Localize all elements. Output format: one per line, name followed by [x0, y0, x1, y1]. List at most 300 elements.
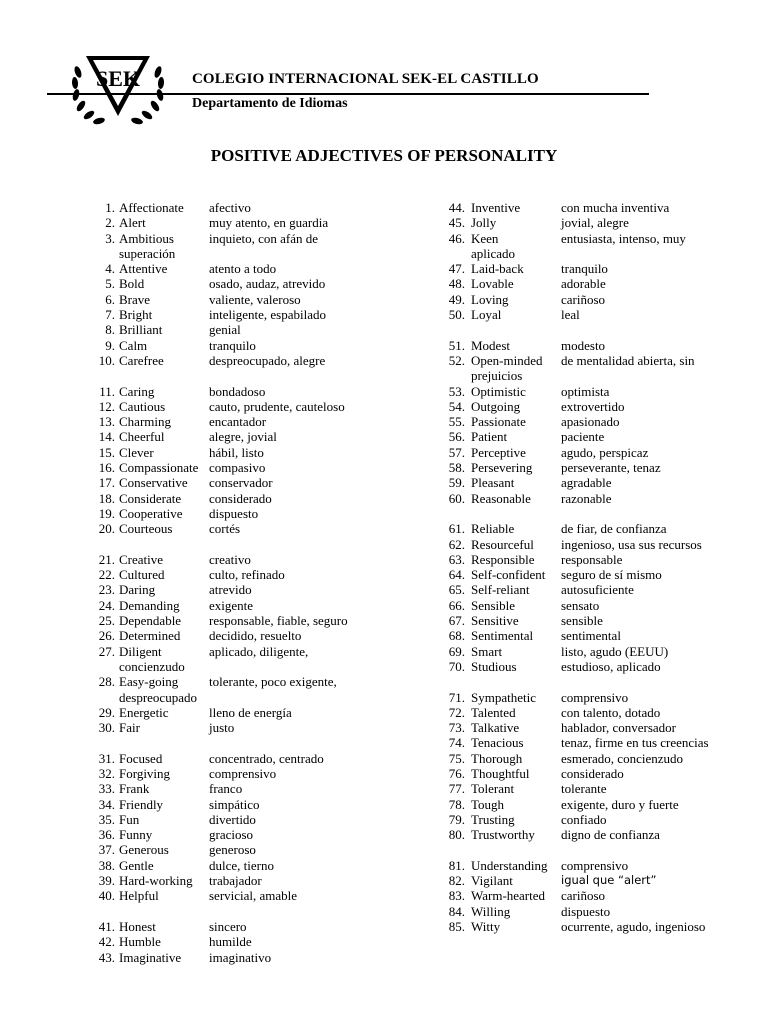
english-adjective: Bold: [119, 276, 145, 292]
spanish-translation: adorable: [561, 276, 606, 292]
vocabulary-entry: [443, 659, 753, 674]
entry-number: 63.: [448, 551, 465, 567]
vocabulary-entry: [93, 429, 423, 444]
english-adjective: Witty: [471, 918, 501, 934]
english-adjective: Gentle: [119, 857, 154, 873]
spanish-translation: genial: [209, 322, 241, 338]
spanish-translation: creativo: [209, 551, 251, 567]
school-logo: [66, 50, 170, 128]
english-adjective: Attentive: [119, 261, 168, 277]
entry-number: 7.: [105, 307, 115, 323]
spanish-translation: de mentalidad abierta, sin: [561, 352, 695, 368]
english-adjective: Fair: [119, 720, 140, 736]
vocabulary-entry: [93, 445, 423, 460]
entry-number: 9.: [105, 337, 115, 353]
entry-number: 21.: [98, 551, 115, 567]
entry-number: 22.: [98, 567, 115, 583]
spanish-translation: divertido: [209, 811, 256, 827]
entry-number: 73.: [448, 720, 465, 736]
english-adjective: Optimistic: [471, 383, 526, 399]
english-adjective: Open-minded: [471, 352, 543, 368]
entry-number: 84.: [448, 903, 465, 919]
english-adjective: Trustworthy: [471, 827, 535, 843]
spanish-translation: autosuficiente: [561, 582, 634, 598]
english-adjective: Thoughtful: [471, 765, 530, 781]
spanish-translation: trabajador: [209, 873, 262, 889]
vocabulary-entry: [93, 582, 423, 597]
vocabulary-entry: [443, 276, 753, 291]
entry-number: 48.: [448, 276, 465, 292]
spanish-translation: humilde: [209, 934, 252, 950]
spanish-translation: estudioso, aplicado: [561, 658, 661, 674]
entry-number: 78.: [448, 796, 465, 812]
vocabulary-entry: [93, 353, 423, 368]
spanish-translation: responsable: [561, 551, 623, 567]
spanish-translation: extrovertido: [561, 398, 625, 414]
vocabulary-entry: [443, 200, 753, 215]
english-adjective: Laid-back: [471, 261, 524, 277]
spanish-translation: exigente, duro y fuerte: [561, 796, 679, 812]
entry-number: 10.: [98, 352, 115, 368]
entry-number: 71.: [448, 689, 465, 705]
english-adjective: Thorough: [471, 750, 523, 766]
english-adjective: Considerate: [119, 490, 182, 506]
english-adjective: Humble: [119, 934, 161, 950]
entry-number: 82.: [448, 873, 465, 889]
english-adjective: Trusting: [471, 811, 515, 827]
vocabulary-entry: [443, 460, 753, 475]
english-adjective: Charming: [119, 414, 171, 430]
entry-number: 67.: [448, 613, 465, 629]
entry-number: 74.: [448, 735, 465, 751]
spanish-translation: listo, agudo (EEUU): [561, 643, 669, 659]
vocabulary-entry: [443, 705, 753, 720]
entry-number: 68.: [448, 628, 465, 644]
entry-number: 52.: [448, 352, 465, 368]
vocabulary-entry: [93, 521, 423, 536]
entry-number: 80.: [448, 827, 465, 843]
vocabulary-entry: [93, 567, 423, 582]
spanish-translation: responsable, fiable, seguro: [209, 613, 348, 629]
spanish-translation: franco: [209, 781, 243, 797]
vocabulary-entry: [93, 231, 423, 262]
vocabulary-entry: [443, 399, 753, 414]
entry-number: 61.: [448, 521, 465, 537]
entry-number: 53.: [448, 383, 465, 399]
entry-number: 76.: [448, 765, 465, 781]
vocabulary-entry: [93, 552, 423, 567]
entry-number: 8.: [105, 322, 115, 338]
spanish-translation: bondadoso: [209, 383, 266, 399]
entry-number: 41.: [98, 918, 115, 934]
spanish-translation: leal: [561, 307, 580, 323]
vocabulary-entry: [93, 873, 423, 888]
vocabulary-entry: [93, 414, 423, 429]
vocabulary-entry: [443, 858, 753, 873]
spanish-translation: exigente: [209, 597, 254, 613]
english-adjective: Affectionate: [119, 200, 184, 215]
english-adjective: Reasonable: [471, 490, 531, 506]
entry-number: 66.: [448, 597, 465, 613]
entry-number: 29.: [98, 704, 115, 720]
spanish-translation: cariñoso: [561, 888, 606, 904]
english-adjective: Jolly: [471, 215, 497, 231]
entry-number: 17.: [98, 475, 115, 491]
vocabulary-entry: [93, 200, 423, 215]
spanish-translation: inquieto, con afán de: [209, 230, 319, 246]
vocabulary-entry: [443, 919, 753, 934]
vocabulary-entry: [443, 720, 753, 735]
vocabulary-entry: [443, 827, 753, 842]
english-adjective: Pleasant: [471, 475, 515, 491]
spanish-translation: imaginativo: [209, 949, 272, 965]
spanish-translation: paciente: [561, 429, 605, 445]
english-adjective: Fun: [119, 811, 140, 827]
spanish-translation: ingenioso, usa sus recursos: [561, 536, 702, 552]
spanish-translation-continuation: aplicado: [471, 245, 516, 261]
english-adjective: Brilliant: [119, 322, 163, 338]
spanish-translation: atento a todo: [209, 261, 277, 277]
english-adjective: Smart: [471, 643, 503, 659]
spanish-translation: considerado: [209, 490, 272, 506]
entry-number: 72.: [448, 704, 465, 720]
spanish-translation: comprensivo: [561, 689, 629, 705]
spanish-translation: atrevido: [209, 582, 252, 598]
vocabulary-entry: [93, 720, 423, 735]
vocabulary-entry: [443, 414, 753, 429]
vocabulary-entry: [443, 751, 753, 766]
english-adjective: Imaginative: [119, 949, 182, 965]
english-adjective: Perceptive: [471, 444, 526, 460]
english-adjective: Outgoing: [471, 398, 521, 414]
english-adjective: Daring: [119, 582, 156, 598]
english-adjective: Cultured: [119, 567, 165, 583]
english-adjective: Sensible: [471, 597, 516, 613]
entry-number: 27.: [98, 643, 115, 659]
spanish-translation: hábil, listo: [209, 444, 264, 460]
spanish-translation: aplicado, diligente,: [209, 643, 309, 659]
spanish-translation: perseverante, tenaz: [561, 460, 661, 476]
english-adjective: Responsible: [471, 551, 535, 567]
vocabulary-entry: [443, 613, 753, 628]
entry-number: 4.: [105, 261, 115, 277]
entry-number: 85.: [448, 918, 465, 934]
vocabulary-entry: [93, 215, 423, 230]
entry-number: 3.: [105, 230, 115, 246]
entry-number: 39.: [98, 873, 115, 889]
english-adjective: Calm: [119, 337, 148, 353]
spanish-translation: sensato: [561, 597, 600, 613]
spanish-translation: comprensivo: [209, 765, 277, 781]
spanish-translation: agradable: [561, 475, 612, 491]
vocabulary-entry: [443, 766, 753, 781]
spanish-translation: igual que “alert”: [561, 873, 657, 888]
entry-number: 56.: [448, 429, 465, 445]
spanish-translation: afectivo: [209, 200, 251, 215]
english-adjective: Ambitious: [119, 230, 174, 246]
entry-number: 65.: [448, 582, 465, 598]
english-adjective: Sympathetic: [471, 689, 536, 705]
vocabulary-entry: [443, 521, 753, 536]
english-adjective: Talkative: [471, 720, 520, 736]
spanish-translation: sincero: [209, 918, 247, 934]
entry-number: 25.: [98, 613, 115, 629]
svg-text:SEK: SEK: [95, 66, 141, 91]
entry-number: 79.: [448, 811, 465, 827]
entry-number: 62.: [448, 536, 465, 552]
english-adjective: Demanding: [119, 597, 180, 613]
english-adjective: Vigilant: [471, 873, 513, 889]
entry-number: 54.: [448, 398, 465, 414]
entry-number: 81.: [448, 857, 465, 873]
spanish-translation: hablador, conversador: [561, 720, 676, 736]
vocabulary-entry: [93, 827, 423, 842]
department-name: Departamento de Idiomas: [192, 96, 348, 111]
english-adjective: Honest: [119, 918, 156, 934]
english-adjective: Frank: [119, 781, 150, 797]
entry-number: 30.: [98, 720, 115, 736]
vocabulary-entry: [93, 384, 423, 399]
vocabulary-entry: [443, 445, 753, 460]
entry-number: 47.: [448, 261, 465, 277]
vocabulary-entry: [93, 628, 423, 643]
entry-number: 42.: [98, 934, 115, 950]
vocabulary-entry: [443, 567, 753, 582]
vocabulary-entry: [93, 338, 423, 353]
vocabulary-entry: [443, 628, 753, 643]
entry-number: 77.: [448, 781, 465, 797]
spanish-translation: tenaz, firme en tus creencias: [561, 735, 709, 751]
entry-number: 5.: [105, 276, 115, 292]
english-adjective: Tenacious: [471, 735, 524, 751]
entry-number: 75.: [448, 750, 465, 766]
english-adjective: Compassionate: [119, 460, 199, 476]
spanish-translation: digno de confianza: [561, 827, 660, 843]
vocabulary-entry: [93, 613, 423, 628]
vocabulary-entry: [93, 307, 423, 322]
vocabulary-entry: [443, 888, 753, 903]
spanish-translation: optimista: [561, 383, 610, 399]
entry-number: 59.: [448, 475, 465, 491]
entry-number: 36.: [98, 827, 115, 843]
vocabulary-entry: [443, 353, 753, 384]
spanish-translation: despreocupado, alegre: [209, 352, 326, 368]
english-adjective: Forgiving: [119, 765, 171, 781]
vocabulary-entry: [443, 429, 753, 444]
entry-number: 28.: [98, 674, 115, 690]
entry-number: 58.: [448, 460, 465, 476]
spanish-translation: cortés: [209, 521, 241, 537]
english-adjective: Creative: [119, 551, 164, 567]
entry-number: 83.: [448, 888, 465, 904]
entry-number: 23.: [98, 582, 115, 598]
english-adjective: Self-confident: [471, 567, 546, 583]
spanish-translation: conservador: [209, 475, 273, 491]
spanish-translation: con mucha inventiva: [561, 200, 670, 215]
spanish-translation: tolerante: [561, 781, 607, 797]
english-adjective: Loyal: [471, 307, 502, 323]
header-divider: [47, 93, 649, 95]
entry-number: 11.: [99, 383, 115, 399]
entry-number: 19.: [98, 505, 115, 521]
entry-number: 57.: [448, 444, 465, 460]
vocabulary-entry: [93, 475, 423, 490]
vocabulary-entry: [443, 598, 753, 613]
spanish-translation-continuation: concienzudo: [119, 658, 185, 674]
english-adjective: Tolerant: [471, 781, 515, 797]
vocabulary-entry: [93, 705, 423, 720]
english-adjective: Carefree: [119, 352, 164, 368]
english-adjective: Lovable: [471, 276, 514, 292]
spanish-translation: servicial, amable: [209, 888, 298, 904]
entry-number: 50.: [448, 307, 465, 323]
spanish-translation: modesto: [561, 337, 606, 353]
entry-number: 64.: [448, 567, 465, 583]
entry-number: 55.: [448, 414, 465, 430]
spanish-translation: ocurrente, agudo, ingenioso: [561, 918, 706, 934]
english-adjective: Cooperative: [119, 505, 183, 521]
spanish-translation: tolerante, poco exigente,: [209, 674, 337, 690]
spanish-translation-continuation: superación: [119, 245, 176, 261]
english-adjective: Willing: [471, 903, 511, 919]
vocabulary-entry: [93, 842, 423, 857]
entry-number: 45.: [448, 215, 465, 231]
spanish-translation: agudo, perspicaz: [561, 444, 649, 460]
spanish-translation: cauto, prudente, cauteloso: [209, 398, 345, 414]
english-adjective: Inventive: [471, 200, 521, 215]
entry-number: 40.: [98, 888, 115, 904]
vocabulary-entry: [443, 384, 753, 399]
entry-number: 46.: [448, 230, 465, 246]
english-adjective: Courteous: [119, 521, 173, 537]
english-adjective: Dependable: [119, 613, 182, 629]
vocabulary-entry: [93, 888, 423, 903]
spanish-translation: jovial, alegre: [561, 215, 629, 231]
entry-number: 16.: [98, 460, 115, 476]
entry-number: 60.: [448, 490, 465, 506]
spanish-translation: apasionado: [561, 414, 620, 430]
spanish-translation: dispuesto: [561, 903, 611, 919]
english-adjective: Sentimental: [471, 628, 534, 644]
vocabulary-entry: [443, 338, 753, 353]
spanish-translation: simpático: [209, 796, 260, 812]
english-adjective: Friendly: [119, 796, 164, 812]
spanish-translation: entusiasta, intenso, muy: [561, 230, 686, 246]
spanish-translation: alegre, jovial: [209, 429, 277, 445]
english-adjective: Determined: [119, 628, 181, 644]
vocabulary-entry: [93, 322, 423, 337]
vocabulary-column-right: [443, 200, 753, 934]
english-adjective: Resourceful: [471, 536, 534, 552]
entry-number: 33.: [98, 781, 115, 797]
spanish-translation: culto, refinado: [209, 567, 285, 583]
vocabulary-entry: [93, 950, 423, 965]
english-adjective: Tough: [471, 796, 505, 812]
english-adjective: Loving: [471, 291, 509, 307]
vocabulary-entry: [93, 934, 423, 949]
english-adjective: Persevering: [471, 460, 533, 476]
document-title: POSITIVE ADJECTIVES OF PERSONALITY: [210, 146, 558, 165]
vocabulary-entry: [443, 781, 753, 796]
entry-number: 13.: [98, 414, 115, 430]
spanish-translation: osado, audaz, atrevido: [209, 276, 326, 292]
spanish-translation: compasivo: [209, 460, 266, 476]
entry-number: 37.: [98, 842, 115, 858]
vocabulary-entry: [443, 231, 753, 262]
entry-number: 15.: [98, 444, 115, 460]
spanish-translation: tranquilo: [209, 337, 256, 353]
vocabulary-entry: [443, 537, 753, 552]
english-adjective: Self-reliant: [471, 582, 530, 598]
spanish-translation: seguro de sí mismo: [561, 567, 662, 583]
english-adjective: Generous: [119, 842, 169, 858]
spanish-translation: lleno de energía: [209, 704, 292, 720]
entry-number: 38.: [98, 857, 115, 873]
spanish-translation: dispuesto: [209, 505, 259, 521]
entry-number: 14.: [98, 429, 115, 445]
vocabulary-entry: [443, 215, 753, 230]
vocabulary-entry: [93, 751, 423, 766]
spanish-translation: esmerado, concienzudo: [561, 750, 684, 766]
vocabulary-entry: [93, 261, 423, 276]
spanish-translation: comprensivo: [561, 857, 629, 873]
vocabulary-entry: [443, 491, 753, 506]
english-adjective: Modest: [471, 337, 510, 353]
english-adjective: Patient: [471, 429, 508, 445]
entry-number: 18.: [98, 490, 115, 506]
spanish-translation: valiente, valeroso: [209, 291, 301, 307]
vocabulary-entry: [93, 506, 423, 521]
entry-number: 43.: [98, 949, 115, 965]
entry-number: 49.: [448, 291, 465, 307]
spanish-translation: con talento, dotado: [561, 704, 661, 720]
vocabulary-entry: [93, 598, 423, 613]
spanish-translation: dulce, tierno: [209, 857, 274, 873]
vocabulary-entry: [443, 797, 753, 812]
vocabulary-entry: [443, 644, 753, 659]
english-adjective: Helpful: [119, 888, 159, 904]
entry-number: 20.: [98, 521, 115, 537]
vocabulary-entry: [93, 858, 423, 873]
entry-number: 2.: [105, 215, 115, 231]
spanish-translation: encantador: [209, 414, 267, 430]
vocabulary-entry: [93, 812, 423, 827]
english-adjective: Cautious: [119, 398, 166, 414]
school-name: COLEGIO INTERNACIONAL SEK-EL CASTILLO: [192, 71, 539, 87]
vocabulary-column-left: [93, 200, 423, 965]
entry-number: 69.: [448, 643, 465, 659]
spanish-translation-continuation: despreocupado: [119, 689, 197, 705]
vocabulary-entry: [443, 873, 753, 888]
vocabulary-entry: [93, 491, 423, 506]
vocabulary-entry: [443, 735, 753, 750]
english-adjective: Hard-working: [119, 873, 193, 889]
vocabulary-entry: [93, 797, 423, 812]
spanish-translation: razonable: [561, 490, 612, 506]
vocabulary-entry: [443, 690, 753, 705]
spanish-translation: inteligente, espabilado: [209, 307, 326, 323]
entry-number: 32.: [98, 765, 115, 781]
english-adjective: Funny: [119, 827, 153, 843]
vocabulary-entry: [93, 644, 423, 675]
spanish-translation: muy atento, en guardia: [209, 215, 329, 231]
vocabulary-entry: [443, 292, 753, 307]
english-adjective: Clever: [119, 444, 154, 460]
entry-number: 24.: [98, 597, 115, 613]
entry-number: 35.: [98, 811, 115, 827]
spanish-translation: sensible: [561, 613, 603, 629]
spanish-translation: justo: [209, 720, 235, 736]
